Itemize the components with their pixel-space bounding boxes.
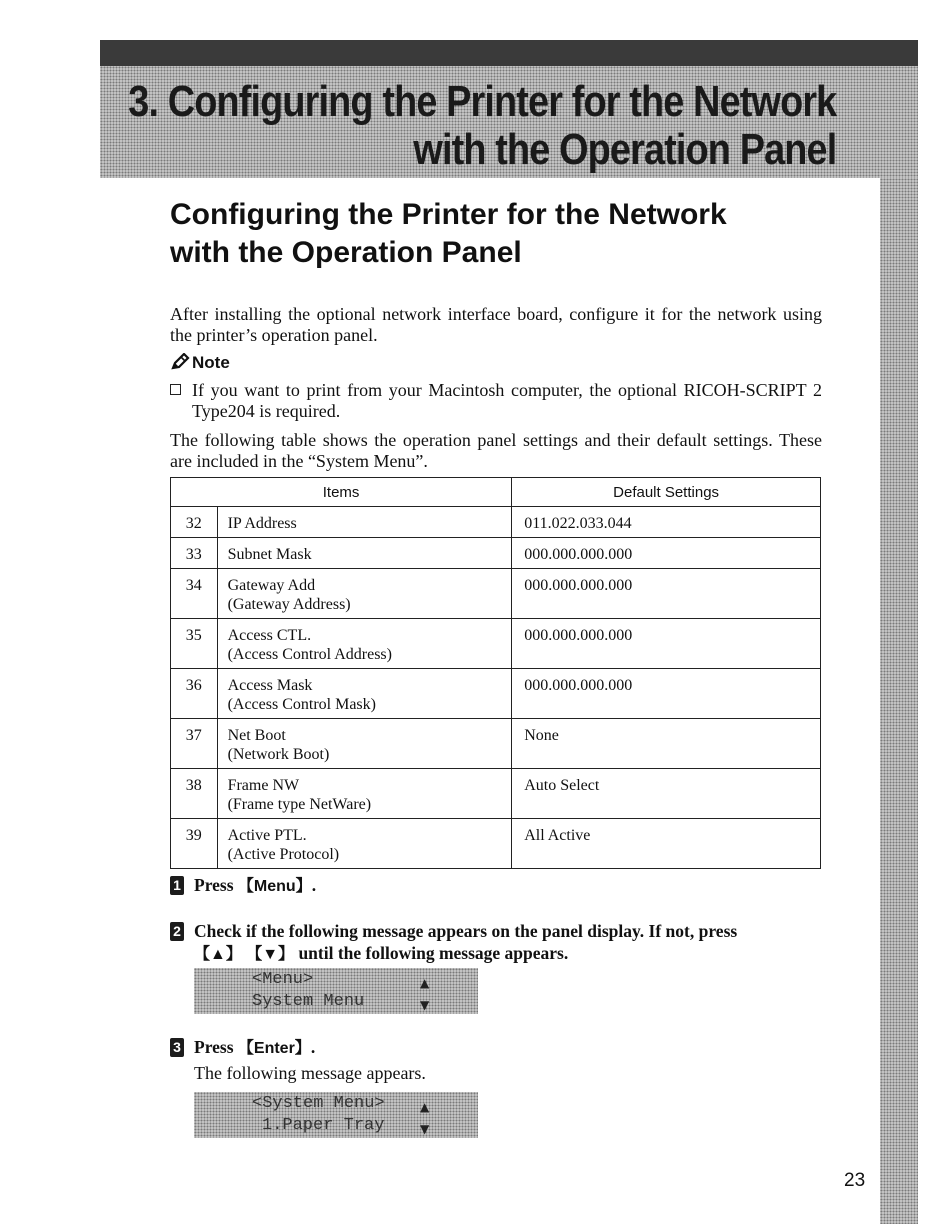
chapter-title-line1: 3. Configuring the Printer for the Network [127,77,836,126]
step-1 [170,874,830,898]
up-triangle-icon: ▲ [420,1100,430,1114]
table-intro-paragraph: The following table shows the operation panel settings and their default settings. These are included in the “System Menu”. [170,430,822,471]
item-name: Frame NW [227,777,300,794]
step-3 [170,1036,830,1060]
item-full-name: (Frame type NetWare) [227,796,372,813]
header-default-settings: Default Settings [512,478,821,507]
row-number: 36 [171,669,218,719]
up-key-label: 【▲】 [194,946,242,963]
pencil-icon [170,353,190,371]
row-number: 39 [171,819,218,869]
step-number-1: 1 [170,876,184,895]
row-item [217,538,512,569]
item-full-name: (Gateway Address) [227,596,351,613]
table-body [171,507,821,869]
header-items: Items [171,478,512,507]
menu-key-label: 【Menu】 [237,878,312,895]
step-number-2: 2 [170,922,184,941]
row-item [217,569,512,619]
table-row [171,619,821,669]
section-title-line1: Configuring the Printer for the Network [170,198,727,231]
row-default-value: 011.022.033.044 [512,507,821,538]
row-default-value: All Active [512,819,821,869]
table-header-row [171,478,821,507]
lcd2-line1: <System Menu> [252,1094,385,1113]
row-number: 38 [171,769,218,819]
item-name: Net Boot [227,727,286,744]
down-triangle-icon: ▼ [420,1122,430,1136]
row-default-value: Auto Select [512,769,821,819]
item-full-name: (Access Control Mask) [227,696,376,713]
row-default-value: 000.000.000.000 [512,619,821,669]
table-row [171,669,821,719]
row-item [217,669,512,719]
row-default-value: 000.000.000.000 [512,538,821,569]
down-key-label: 【▼】 [246,946,295,963]
item-name: Active PTL. [227,827,307,844]
row-default-value: 000.000.000.000 [512,669,821,719]
up-triangle-icon: ▲ [420,976,430,990]
row-number: 35 [171,619,218,669]
side-strip [880,178,918,1224]
step-3-body: The following message appears. [194,1063,426,1083]
item-name: Gateway Add [227,577,316,594]
step-2 [170,920,830,966]
lcd-display-menu [194,968,478,1014]
page-number: 23 [844,1170,866,1191]
lcd1-line1: <Menu> [252,970,314,989]
item-name: IP Address [227,515,297,532]
table-row [171,538,821,569]
row-number: 32 [171,507,218,538]
intro-paragraph: After installing the optional network interface board, configure it for the network using the printer’s operation panel. [170,304,822,345]
table-row [171,719,821,769]
step-2-text [170,920,830,966]
note-item-text: If you want to print from your Macintosh computer, the optional RICOH-SCRIPT 2 Type204 is required. [192,380,822,421]
step-1-text [170,874,830,898]
row-number: 33 [171,538,218,569]
row-item [217,819,512,869]
row-number: 34 [171,569,218,619]
row-default-value: None [512,719,821,769]
lcd-display-system-menu [194,1092,478,1138]
row-item [217,769,512,819]
section-title-line2: with the Operation Panel [170,236,522,269]
step-3-text [170,1036,830,1060]
row-item [217,719,512,769]
item-name: Subnet Mask [227,546,312,563]
step-2-suffix: until the following message appears. [294,943,569,963]
chapter-title-line2: with the Operation Panel [413,125,836,174]
enter-key-label: 【Enter】 [237,1040,311,1057]
step-1-prefix: Press [194,875,238,895]
note-item [170,380,822,422]
table-row [171,569,821,619]
item-name: Access CTL. [227,627,312,644]
note-heading-label: Note [192,353,230,372]
lcd2-line2: 1.Paper Tray [262,1116,385,1135]
checkbox-icon [170,384,181,395]
step-2-main: Check if the following message appears on the panel display. If not, press [194,921,738,941]
step-3-suffix: . [310,1037,316,1057]
step-3-prefix: Press [194,1037,238,1057]
row-item [217,507,512,538]
item-name: Access Mask [227,677,313,694]
down-triangle-icon: ▼ [420,998,430,1012]
lcd1-line2: System Menu [252,992,365,1011]
table-row [171,769,821,819]
section-title [170,196,850,272]
row-number: 37 [171,719,218,769]
chapter-title [128,78,836,174]
settings-table [170,477,821,869]
step-1-suffix: . [311,875,317,895]
note-heading [170,352,230,374]
item-full-name: (Access Control Address) [227,646,392,663]
item-full-name: (Network Boot) [227,746,330,763]
row-default-value: 000.000.000.000 [512,569,821,619]
step-number-3: 3 [170,1038,184,1057]
table-row [171,507,821,538]
table-row [171,819,821,869]
item-full-name: (Active Protocol) [227,846,340,863]
row-item [217,619,512,669]
